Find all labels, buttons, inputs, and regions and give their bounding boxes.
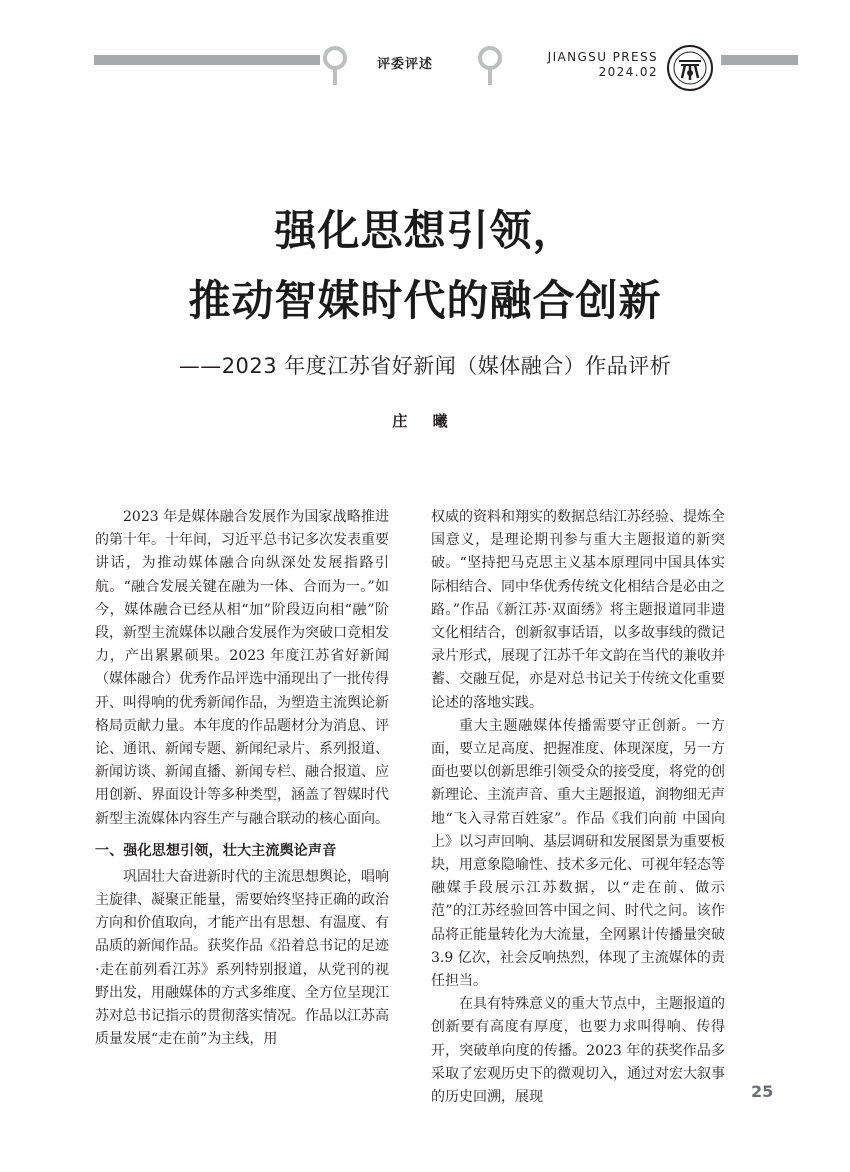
article-title-line1: 强化思想引领， <box>274 206 576 255</box>
section-label: 评委评述 <box>377 57 434 72</box>
journal-logo <box>666 44 714 92</box>
article-title-line2: 推动智媒时代的融合创新 <box>188 276 662 325</box>
paragraph: 权威的资料和翔实的数据总结江苏经验、提炼全国意义，是理论期刊参与重大主题报道的新突破。“坚持把马克思主义基本原理同中国具体实际相结合、同中华优秀传统文化相结合是必由之路。”作品《新江苏·双面绣》将主题报道同非遗文化相结合，创新叙事话语，以多故事线的微记录片形式，展现了江苏千年文韵在当代的兼收并蓄、交融互促，亦是对总书记关于传统文化重要论述的落地实践。 <box>431 509 725 711</box>
pin-icon <box>322 46 348 86</box>
journal-masthead <box>518 50 658 80</box>
paragraph: 巩固壮大奋进新时代的主流思想舆论，唱响主旋律、凝聚正能量，需要始终坚持正确的政治方向和价值取向，才能产出有思想、有温度、有品质的新闻作品。获奖作品《沿着总书记的足迹·走在前列看江苏》系列特别报道，从党刊的视野出发，用融媒体的方式多维度、全方位呈现江苏对总书记指示的贯彻落实情况。作品以江苏高质量发展“走在前”为主线，用 <box>95 868 389 1048</box>
pin-icon <box>477 46 503 86</box>
section-heading: 一、强化思想引领，壮大主流舆论声音 <box>95 842 337 859</box>
paragraph: 2023 年是媒体融合发展作为国家战略推进的第十年。十年间，习近平总书记多次发表重要讲话，为推动媒体融合向纵深处发展指路引航。“融合发展关键在融为一体、合而为一。”如今，媒体融合已经从相“加”阶段迈向相“融”阶段，新型主流媒体以融合发展作为突破口竞相发力，产出累累硕果。2023 年度江苏省好新闻（媒体融合）优秀作品评选中涌现出了一批传得开、叫得响的优秀新闻作品，为塑造主流舆论新格局贡献力量。本年度的作品题材分为消息、评论、通讯、新闻专题、新闻纪录片、系列报道、新闻访谈、新闻直播、新闻专栏、融合报道、应用创新、界面设计等多种类型，涵盖了智媒时代新型主流媒体内容生产与融合联动的核心面向。 <box>95 509 389 827</box>
header-bar-left <box>94 55 320 65</box>
article-author: 庄 曦 <box>392 412 458 430</box>
paragraph: 在具有特殊意义的重大节点中，主题报道的创新要有高度有厚度，也要力求叫得响、传得开，突破单向度的传播。2023 年的获奖作品多采取了宏观历史下的微观切入，通过对宏大叙事的历史回溯，展现 <box>431 996 725 1106</box>
journal-name: JIANGSU PRESS <box>547 50 658 64</box>
body-column-left <box>95 506 389 1051</box>
body-column-right <box>431 506 725 1109</box>
header-bar-right <box>721 55 798 65</box>
paragraph: 重大主题融媒体传播需要守正创新。一方面，要立足高度、把握准度、体现深度，另一方面也要以创新思维引领受众的接受度，将党的创新理论、主流声音、重大主题报道，润物细无声地“飞入寻常百姓家”。作品《我们向前 中国向上》以习声回响、基层调研和发展图景为重要板块，用意象隐喻性、技术多元化、可视年轻态等融媒手段展示江苏数据，以“走在前、做示范”的江苏经验回答中国之问、时代之问。该作品将正能量转化为大流量，全网累计传播量突破 3.9 亿次，社会反响热烈，体现了主流媒体的责任担当。 <box>431 717 725 990</box>
page-number: 25 <box>751 1082 774 1101</box>
issue-number: 2024.02 <box>598 65 658 79</box>
article-subtitle: ——2023 年度江苏省好新闻（媒体融合）作品评析 <box>178 354 672 378</box>
